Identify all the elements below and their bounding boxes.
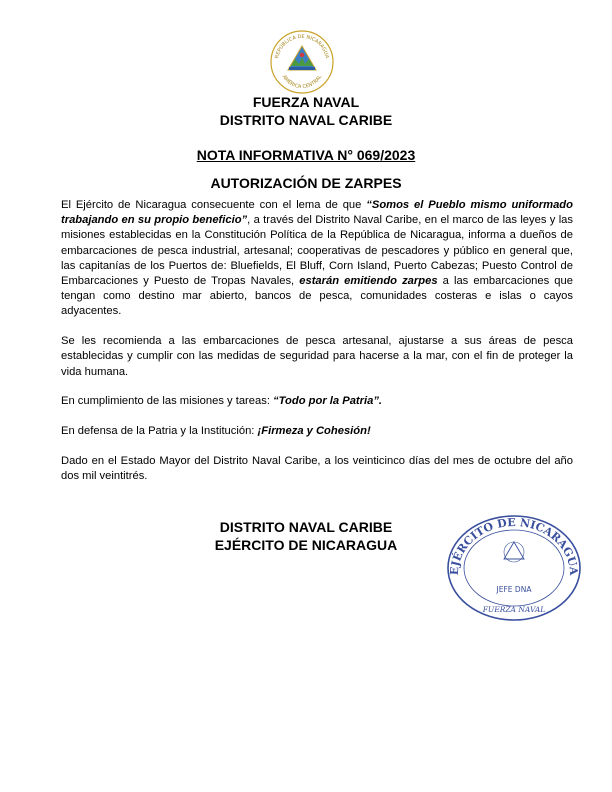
nota-title: NOTA INFORMATIVA N° 069/2023: [196, 147, 416, 163]
signature-block: [200, 518, 412, 554]
svg-text:AMÉRICA CENTRAL: AMÉRICA CENTRAL: [280, 74, 324, 91]
stamp-bottom-text: FUERZA NAVAL: [482, 605, 546, 614]
stamp-inner-text: JEFE DNA: [496, 585, 532, 594]
paragraph-4: En defensa de la Patria y la Institución: ¡Firmeza y Cohesión!: [61, 424, 371, 437]
header-line-distrito: DISTRITO NAVAL CARIBE: [219, 112, 393, 128]
document-body: [61, 198, 573, 484]
emphasis-zarpes: estarán emitiendo zarpes: [299, 275, 438, 288]
header-institution: [0, 93, 612, 129]
emphasis-firmeza: ¡Firmeza y Cohesión!: [257, 424, 371, 437]
subject-title: AUTORIZACIÓN DE ZARPES: [210, 175, 402, 191]
official-stamp-icon: [444, 512, 584, 622]
signature-line-distrito: DISTRITO NAVAL CARIBE: [219, 519, 393, 535]
svg-text:REPÚBLICA DE NICARAGUA: REPÚBLICA DE NICARAGUA: [274, 33, 330, 60]
paragraph-2: Se les recomienda a las embarcaciones de pesca artesanal, ajustarse a sus áreas de pesca establecidas y cumplir con las medidas de seguridad para hacerse a la mar, con el fin de proteger la vida humana.: [61, 335, 573, 378]
paragraph-5: Dado en el Estado Mayor del Distrito Naval Caribe, a los veinticinco días del mes de octubre del año dos mil veintitrés.: [61, 454, 573, 482]
header-line-fuerza-naval: FUERZA NAVAL: [252, 94, 360, 110]
paragraph-1: El Ejército de Nicaragua consecuente con el lema de que “Somos el Pueblo mismo uniformado trabajando en su propio beneficio”, a través del Distrito Naval Caribe, en el marco de las leyes y las misiones establecidas en la Constitución Política de la República de Nicaragua, informa a dueños de embarcaciones de pesca industrial, artesanal; cooperativas de pescadores y público en general que, las capitanías de los Puertos de: Bluefields, El Bluff, Corn Island, Puerto Cabezas; Puesto Control de Embarcaciones y Puesto de Tropas Navales, estarán emitiendo zarpes a las embarcaciones que tengan como destino mar abierto, bancos de pesca, comunidades costeras e islas o cayos adyacentes.: [61, 199, 573, 318]
emphasis-patria: “Todo por la Patria”.: [273, 395, 383, 408]
signature-line-ejercito: EJÉRCITO DE NICARAGUA: [214, 537, 398, 553]
nicaragua-coat-of-arms-icon: [268, 28, 336, 96]
paragraph-3: En cumplimiento de las misiones y tareas: “Todo por la Patria”.: [61, 395, 383, 408]
svg-text:EJÉRCITO DE NICARAGUA: EJÉRCITO DE NICARAGUA: [447, 515, 581, 576]
motto-text: “Somos el Pueblo mismo uniformado trabajando en su propio beneficio”: [61, 199, 573, 227]
